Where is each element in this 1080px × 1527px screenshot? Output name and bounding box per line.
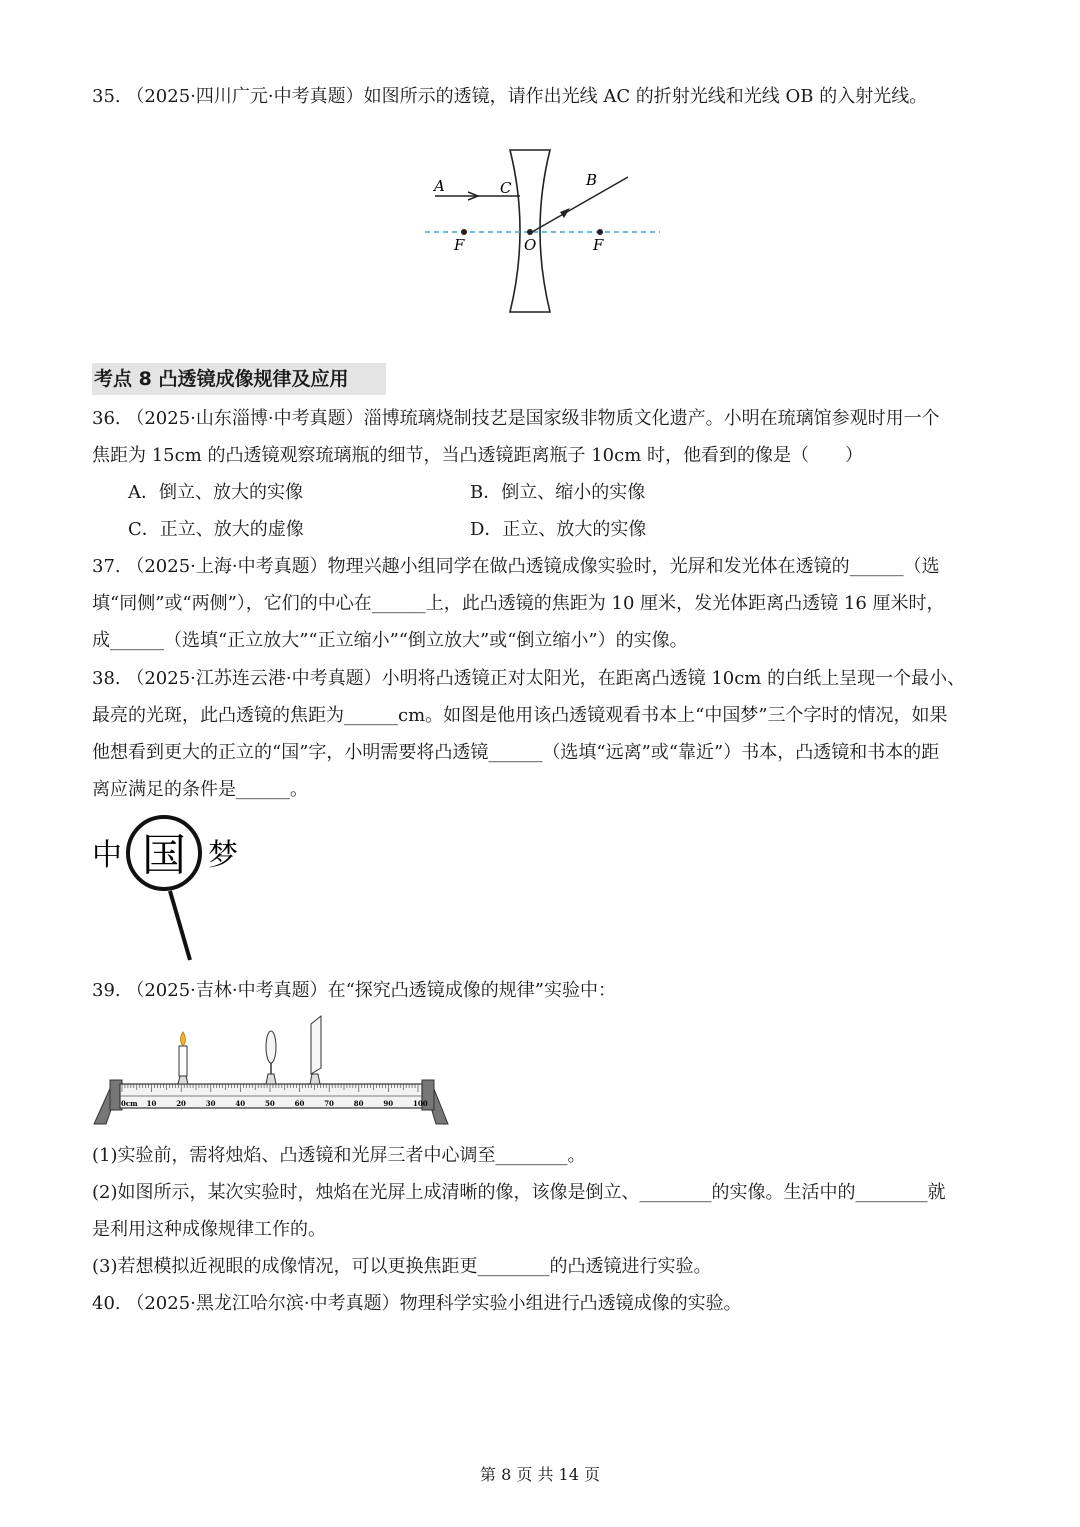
concave-lens-diagram [420, 140, 670, 320]
magnifier-handle [170, 891, 190, 960]
ray-ob [532, 177, 628, 232]
char-guo: 国 [142, 830, 186, 881]
ruler-label-20: 20 [176, 1099, 186, 1108]
char-zhong: 中 [92, 838, 122, 873]
label-c: C [500, 179, 512, 197]
q38-line2: 最亮的光斑，此凸透镜的焦距为______cm。如图是他用该凸透镜观看书本上“中国梦”三个字时的情况，如果 [92, 705, 948, 726]
label-b: B [586, 171, 598, 189]
q38-line3: 他想看到更大的正立的“国”字，小明需要将凸透镜______（选填“远离”或“靠近”）书本，凸透镜和书本的距 [92, 742, 940, 763]
ruler-label-30: 30 [205, 1099, 216, 1108]
lens-holder [266, 1074, 276, 1084]
q36-option-b: B．倒立、缩小的实像 [470, 482, 646, 503]
ruler-label-90: 90 [383, 1099, 394, 1108]
q37-line1: 37. （2025·上海·中考真题）物理兴趣小组同学在做凸透镜成像实验时，光屏和发光体在透镜的______（选 [92, 556, 940, 577]
ray-ob-arrow [560, 208, 570, 218]
q36-line2: 焦距为 15cm 的凸透镜观察琉璃瓶的细节，当凸透镜距离瓶子 10cm 时，他看到的像是（ ） [92, 445, 863, 466]
ruler-label-100: 100 [413, 1099, 428, 1108]
q38-line4: 离应满足的条件是______。 [92, 779, 308, 800]
focus-right-point [597, 229, 603, 235]
q37-line3: 成______（选填“正立放大”“正立缩小”“倒立放大”或“倒立缩小”）的实像。 [92, 630, 688, 651]
q40-text: 40. （2025·黑龙江哈尔滨·中考真题）物理科学实验小组进行凸透镜成像的实验。 [92, 1293, 742, 1314]
q36-line1: 36. （2025·山东淄博·中考真题）淄博琉璃烧制技艺是国家级非物质文化遗产。小明在琉璃馆参观时用一个 [92, 408, 940, 429]
magnifier-diagram [88, 815, 258, 965]
ruler-label-80: 80 [353, 1099, 364, 1108]
optical-bench-diagram [92, 1012, 452, 1132]
ruler-label-70: 70 [324, 1099, 334, 1108]
q39-s2b: 是利用这种成像规律工作的。 [92, 1219, 326, 1240]
q38-line1: 38. （2025·江苏连云港·中考真题）小明将凸透镜正对太阳光，在距离凸透镜 10cm 的白纸上呈现一个最小、 [92, 668, 966, 689]
q39-s3: (3)若想模拟近视眼的成像情况，可以更换焦距更________的凸透镜进行实验。 [92, 1256, 712, 1277]
focus-left-point [461, 229, 467, 235]
q39-s1: (1)实验前，需将烛焰、凸透镜和光屏三者中心调至________。 [92, 1145, 586, 1166]
q36-option-c: C．正立、放大的虚像 [128, 519, 304, 540]
convex-lens [266, 1031, 276, 1063]
screen-holder [310, 1074, 320, 1084]
section-heading: 考点 8 凸透镜成像规律及应用 [92, 363, 386, 395]
candle-holder [178, 1076, 188, 1084]
candle [179, 1046, 187, 1076]
ruler-unit: 0cm [121, 1099, 138, 1108]
ruler-label-60: 60 [294, 1099, 305, 1108]
q39-intro: 39. （2025·吉林·中考真题）在“探究凸透镜成像的规律”实验中： [92, 980, 617, 1001]
candle-flame [181, 1032, 186, 1046]
q36-option-d: D．正立、放大的实像 [470, 519, 647, 540]
q37-line2: 填“同侧”或“两侧”），它们的中心在______上，此凸透镜的焦距为 10 厘米，发光体距离凸透镜 16 厘米时， [92, 593, 945, 614]
ruler-label-50: 50 [265, 1099, 275, 1108]
char-meng: 梦 [208, 838, 238, 873]
q36-option-a: A．倒立、放大的实像 [128, 482, 303, 503]
ruler-label-40: 40 [235, 1099, 246, 1108]
light-screen [311, 1016, 321, 1074]
ruler-label-10: 10 [146, 1099, 157, 1108]
label-f-right: F [593, 236, 604, 254]
q39-s2a: (2)如图所示，某次实验时，烛焰在光屏上成清晰的像，该像是倒立、________的实像。生活中的________就 [92, 1182, 946, 1203]
q35-text: 35. （2025·四川广元·中考真题）如图所示的透镜，请作出光线 AC 的折射光线和光线 OB 的入射光线。 [92, 86, 928, 107]
optical-center-point [527, 229, 533, 235]
label-f-left: F [454, 236, 465, 254]
label-a: A [434, 177, 445, 195]
page-footer: 第 8 页 共 14 页 [480, 1465, 600, 1484]
label-o: O [524, 236, 537, 254]
